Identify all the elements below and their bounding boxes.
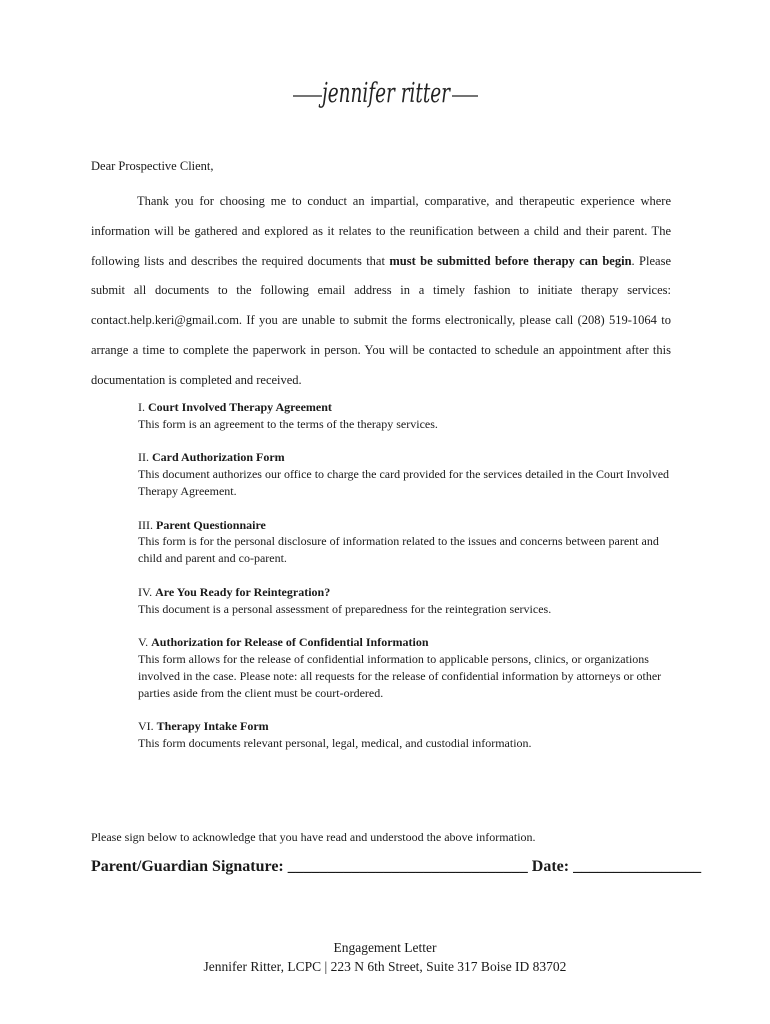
list-item: [138, 634, 673, 701]
letter-body-part-2: . Please submit all documents to the following email address in a timely fashion to initiate therapy services: contact.help.keri@gmail.com. If you are unable to submit the forms electronically, please call (208) 519-1064 to arrange a time to complete the paperwork in person. You will be contacted to schedule an appointment after this documentation is completed and received.: [91, 253, 671, 387]
signature-field[interactable]: ______________________________: [287, 858, 528, 875]
logo: [0, 74, 770, 130]
document-numeral: III.: [138, 517, 156, 532]
date-label: Date:: [527, 858, 574, 875]
document-title: Therapy Intake Form: [156, 719, 269, 734]
document-numeral: II.: [138, 450, 152, 465]
letter-body-emphasis: must be submitted before therapy can begin: [389, 253, 632, 268]
document-title: Court Involved Therapy Agreement: [148, 400, 332, 414]
document-description: This form is an agreement to the terms of the therapy services.: [138, 416, 438, 431]
footer-address: Jennifer Ritter, LCPC | 223 N 6th Street, Suite 317 Boise ID 83702: [203, 959, 567, 974]
list-item: [138, 399, 673, 433]
salutation: Dear Prospective Client,: [91, 159, 214, 173]
date-field[interactable]: ________________: [573, 858, 702, 875]
signature-label: Parent/Guardian Signature:: [91, 858, 288, 875]
required-documents-list: [138, 399, 673, 769]
list-item: [138, 584, 673, 618]
document-title: Authorization for Release of Confidential Information: [151, 635, 429, 650]
list-item: [138, 449, 673, 499]
logo-text: jennifer ritter: [318, 78, 452, 109]
document-title: Card Authorization Form: [152, 450, 285, 465]
signature-line: [91, 858, 701, 876]
document-description: This form documents relevant personal, legal, medical, and custodial information.: [138, 735, 532, 750]
acknowledgement-text: Please sign below to acknowledge that you have read and understood the above information.: [91, 830, 536, 844]
document-description: This form allows for the release of confidential information to applicable persons, clinics, or organizations involved in the case. Please note: all requests for the release of confidential information by attorneys or other parties aside from the client must be court-ordered.: [138, 651, 662, 700]
document-title: Are You Ready for Reintegration?: [155, 584, 331, 599]
letter-body-part-1: Thank you for choosing me to conduct an impartial, comparative, and therapeutic experience where information will be gathered and explored as it relates to the reunification between a child and their parent. The following lists and describes the required documents that: [91, 194, 671, 268]
document-numeral: V.: [138, 635, 152, 650]
document-title: Parent Questionnaire: [156, 517, 266, 532]
letter-body: [91, 187, 671, 396]
document-description: This document authorizes our office to charge the card provided for the services detailed in the Court Involved Therapy Agreement.: [138, 467, 670, 498]
document-description: This document is a personal assessment of preparedness for the reintegration services.: [138, 601, 552, 616]
list-item: [138, 718, 673, 752]
document-description: This form is for the personal disclosure of information related to the issues and concerns between parent and child and parent and co-parent.: [138, 534, 659, 566]
footer-title: Engagement Letter: [333, 940, 437, 955]
document-numeral: I.: [138, 400, 148, 414]
document-numeral: IV.: [138, 584, 156, 599]
list-item: [138, 517, 673, 567]
document-numeral: VI.: [138, 719, 157, 734]
page-footer: [0, 938, 770, 976]
